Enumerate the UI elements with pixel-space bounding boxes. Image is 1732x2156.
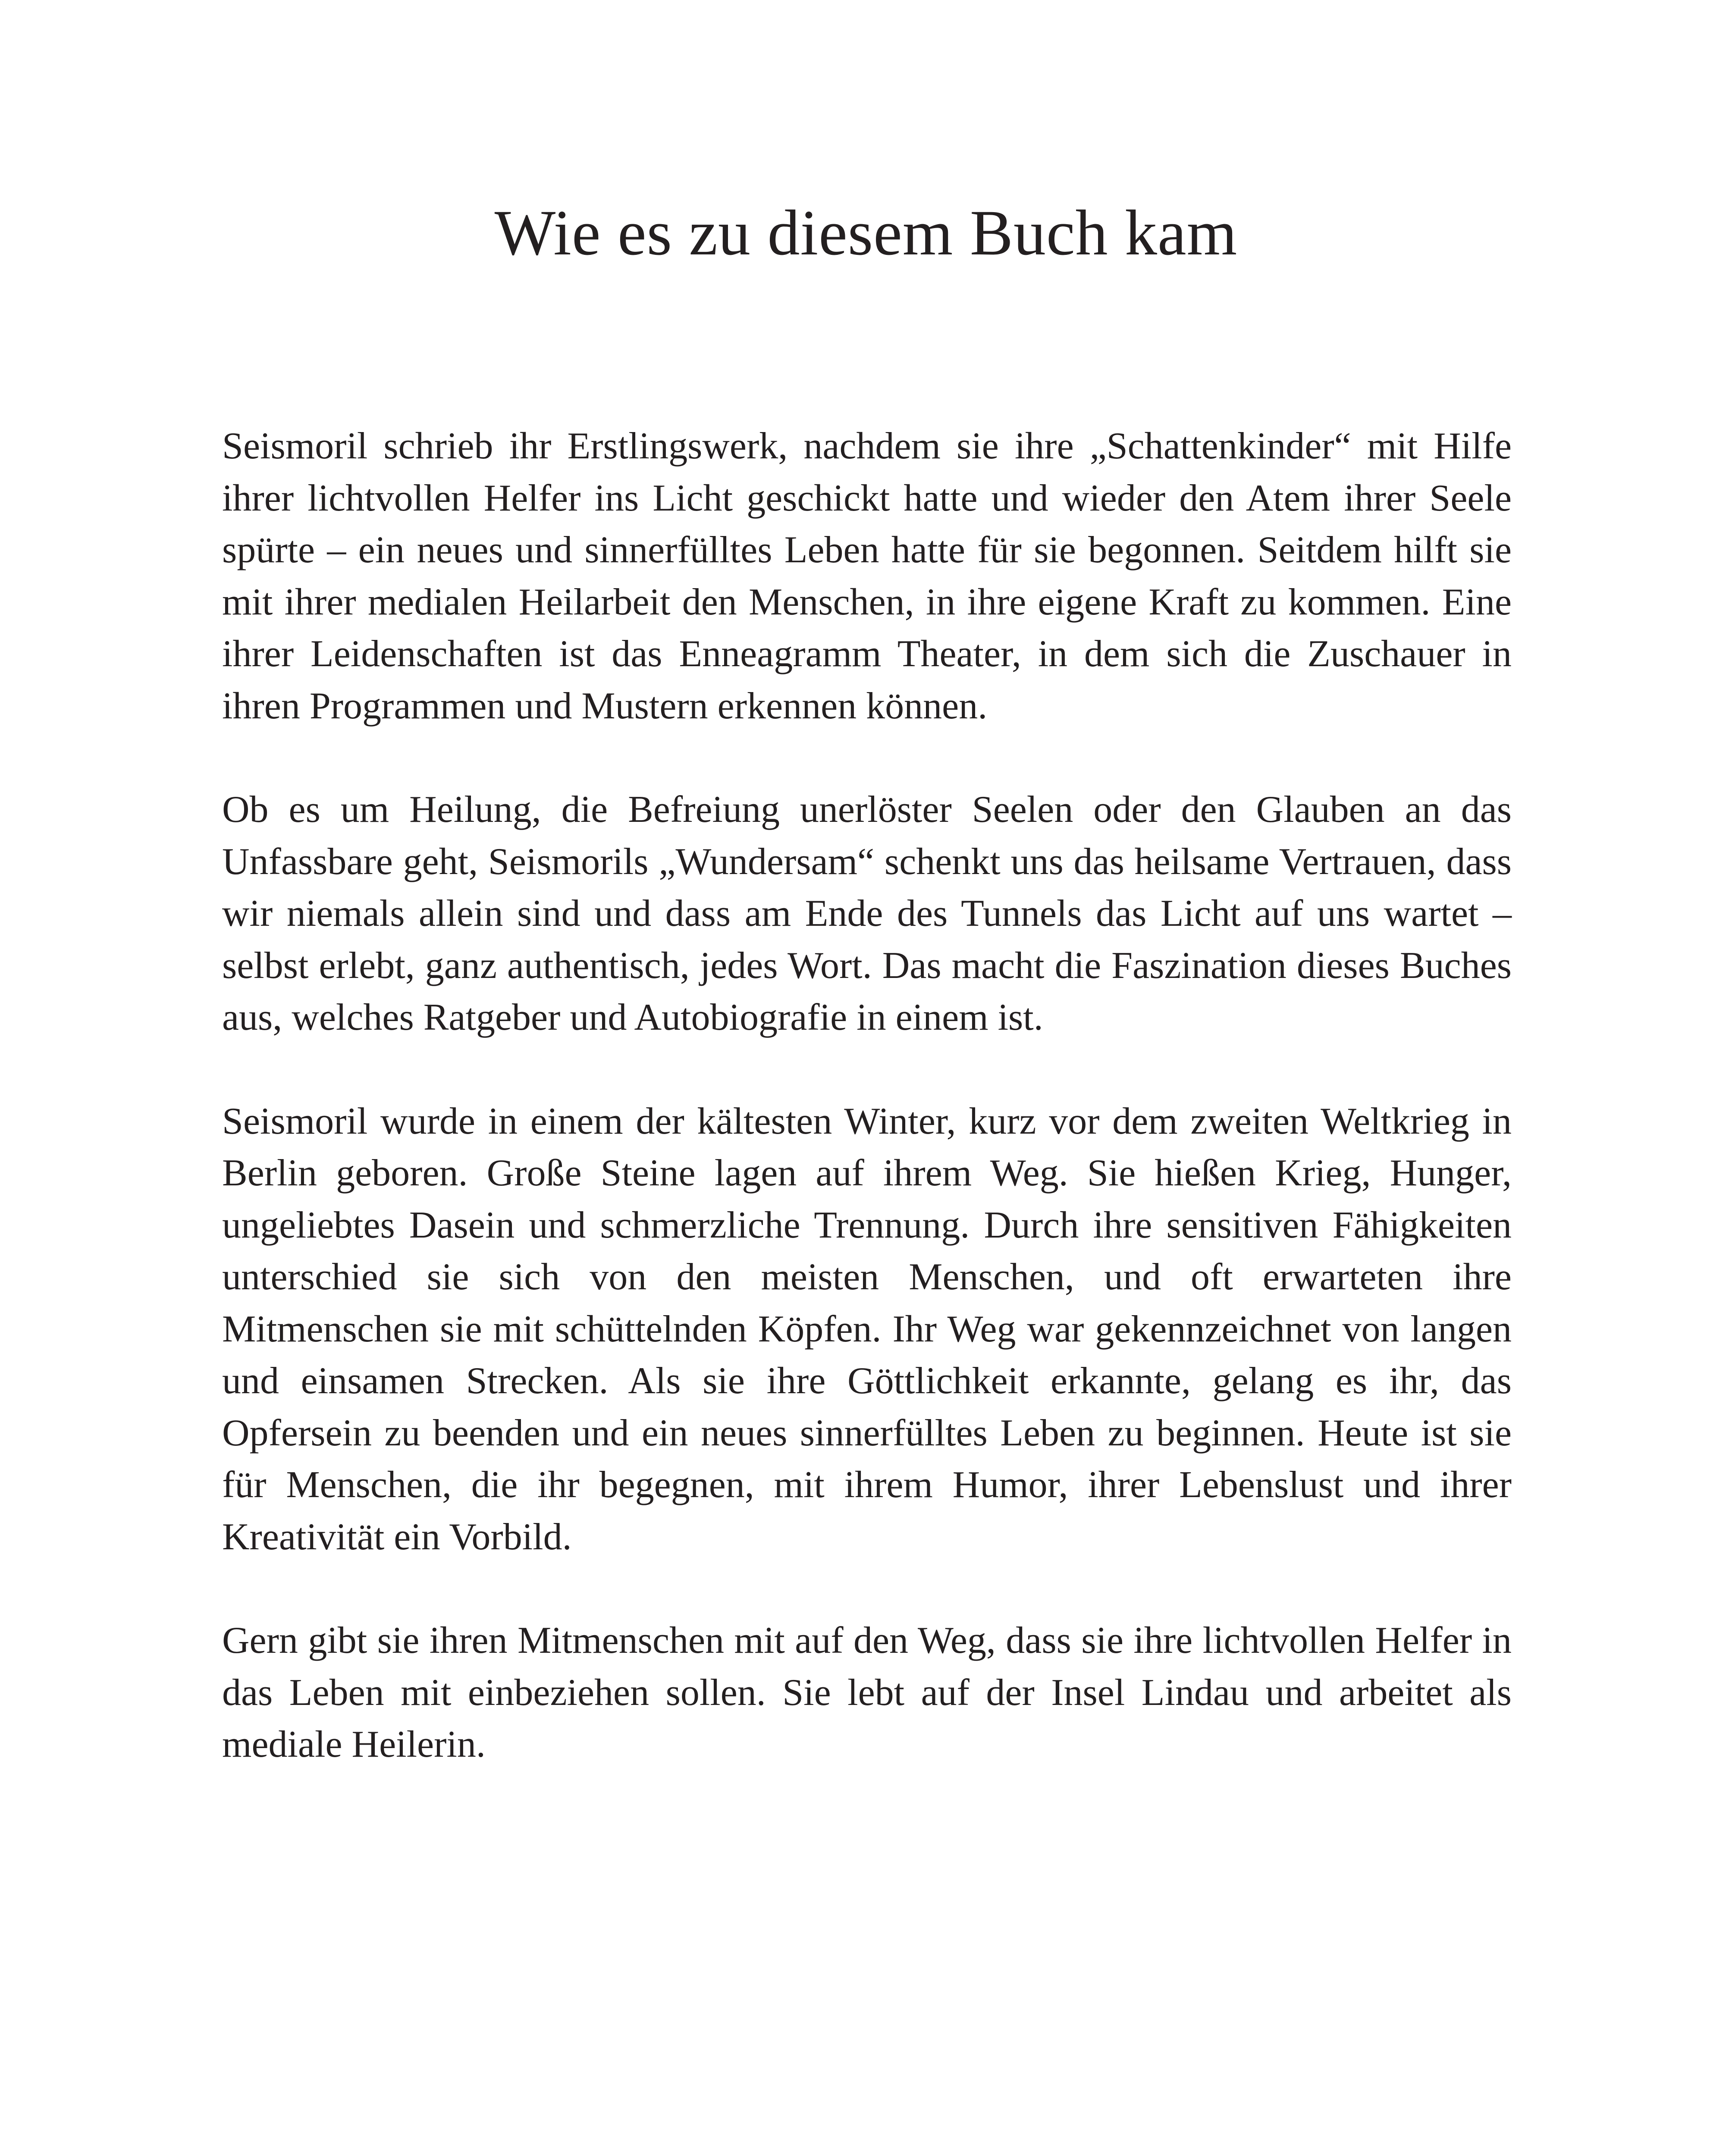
- paragraph-1: Seismoril schrieb ihr Erstlingswerk, nachdem sie ihre „Schattenkinder“ mit Hilfe ihrer lichtvollen Helfer ins Licht geschickt hatte und wieder den Atem ihrer Seele spürte – ein neues und sinnerfülltes Leben hatte für sie begonnen. Seitdem hilft sie mit ihrer medialen Heilarbeit den Menschen, in ihre eigene Kraft zu kommen. Eine ihrer Leidenschaften ist das Enneagramm Theater, in dem sich die Zuschauer in ihren Programmen und Mustern erkennen können.: [222, 425, 1512, 727]
- body-text: [222, 420, 1512, 1771]
- paragraph-4: Gern gibt sie ihren Mitmenschen mit auf den Weg, dass sie ihre lichtvollen Helfer in das Leben mit einbeziehen sollen. Sie lebt auf der Insel Lindau und arbeitet als mediale Heilerin.: [222, 1620, 1512, 1765]
- page-title: Wie es zu diesem Buch kam: [494, 197, 1238, 269]
- paragraph-2: Ob es um Heilung, die Befreiung unerlöster Seelen oder den Glauben an das Unfassbare geht, Seismorils „Wundersam“ schenkt uns das heilsame Vertrauen, dass wir niemals allein sind und dass am Ende des Tunnels das Licht auf uns wartet – selbst erlebt, ganz authentisch, jedes Wort. Das macht die Faszination dieses Buches aus, welches Ratgeber und Autobiografie in einem ist.: [222, 789, 1512, 1038]
- paragraph-3: Seismoril wurde in einem der kältesten Winter, kurz vor dem zweiten Weltkrieg in Berlin geboren. Große Steine lagen auf ihrem Weg. Sie hießen Krieg, Hunger, ungeliebtes Dasein und schmerzliche Trennung. Durch ihre sensitiven Fähigkeiten unterschied sie sich von den meisten Menschen, und oft erwarteten ihre Mitmenschen sie mit schüttelnden Köpfen. Ihr Weg war gekennzeichnet von langen und einsamen Strecken. Als sie ihre Göttlichkeit erkannte, gelang es ihr, das Opfersein zu beenden und ein neues sinnerfülltes Leben zu beginnen. Heute ist sie für Menschen, die ihr begegnen, mit ihrem Humor, ihrer Lebenslust und ihrer Kreativität ein Vorbild.: [222, 1100, 1512, 1558]
